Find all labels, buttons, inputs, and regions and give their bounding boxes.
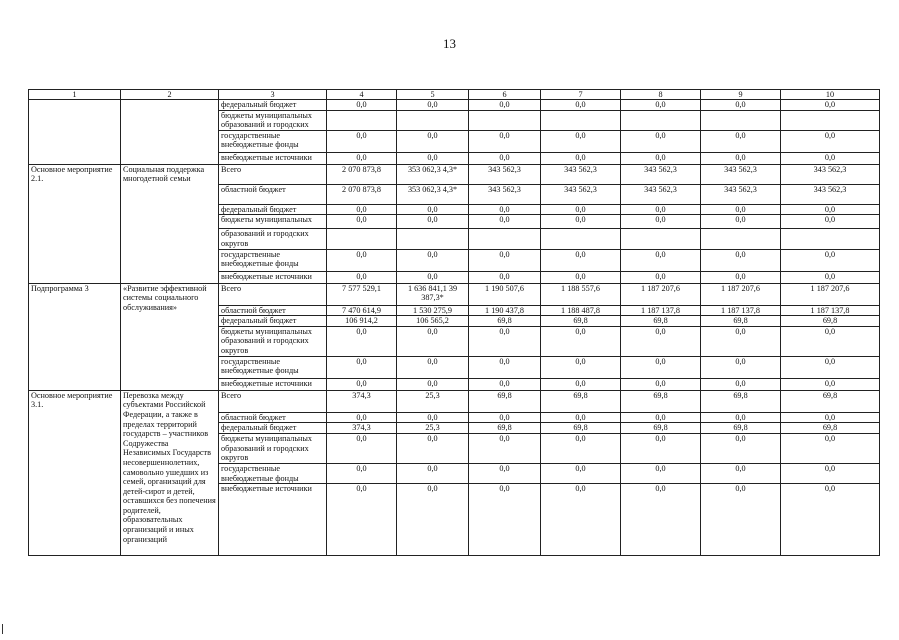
header-cell: 2 — [121, 90, 219, 100]
value-cell: 0,0 — [701, 356, 781, 378]
value-cell: 69,8 — [701, 423, 781, 434]
source-cell: областной бюджет — [219, 305, 327, 316]
value-cell: 0,0 — [621, 271, 701, 283]
value-cell: 343 562,3 — [469, 164, 541, 184]
header-cell: 4 — [327, 90, 397, 100]
value-cell: 69,8 — [701, 316, 781, 327]
value-cell — [397, 110, 469, 130]
value-cell: 69,8 — [621, 390, 701, 412]
source-cell: федеральный бюджет — [219, 316, 327, 327]
header-cell: 6 — [469, 90, 541, 100]
value-cell: 1 188 487,8 — [541, 305, 621, 316]
value-cell: 343 562,3 — [621, 184, 701, 204]
value-cell: 0,0 — [701, 378, 781, 390]
value-cell: 0,0 — [541, 326, 621, 356]
source-cell: государственные внебюджетные фонды — [219, 249, 327, 271]
value-cell: 0,0 — [621, 433, 701, 463]
value-cell: 0,0 — [541, 433, 621, 463]
value-cell: 0,0 — [327, 326, 397, 356]
value-cell: 0,0 — [469, 271, 541, 283]
value-cell: 0,0 — [469, 378, 541, 390]
value-cell: 69,8 — [781, 423, 880, 434]
value-cell: 0,0 — [781, 326, 880, 356]
value-cell: 0,0 — [781, 271, 880, 283]
value-cell: 0,0 — [781, 356, 880, 378]
source-cell: внебюджетные источники — [219, 152, 327, 164]
value-cell: 343 562,3 — [469, 184, 541, 204]
value-cell: 0,0 — [469, 484, 541, 556]
value-cell: 0,0 — [397, 249, 469, 271]
value-cell: 0,0 — [781, 412, 880, 423]
value-cell: 0,0 — [701, 100, 781, 111]
value-cell: 0,0 — [327, 433, 397, 463]
source-cell: внебюджетные источники — [219, 484, 327, 556]
value-cell: 69,8 — [469, 390, 541, 412]
value-cell: 1 187 207,6 — [621, 283, 701, 305]
header-cell: 1 — [29, 90, 121, 100]
header-cell: 9 — [701, 90, 781, 100]
value-cell: 0,0 — [327, 378, 397, 390]
program-cell: Основное мероприятие 2.1. — [29, 164, 121, 283]
value-cell: 0,0 — [781, 100, 880, 111]
source-cell: областной бюджет — [219, 184, 327, 204]
program-cell: Основное мероприятие 3.1. — [29, 390, 121, 555]
value-cell — [701, 229, 781, 249]
value-cell: 69,8 — [541, 316, 621, 327]
value-cell: 69,8 — [469, 423, 541, 434]
source-cell: бюджеты муниципальных образований и городских округов — [219, 433, 327, 463]
value-cell: 0,0 — [701, 130, 781, 152]
value-cell: 0,0 — [397, 130, 469, 152]
value-cell: 0,0 — [397, 463, 469, 483]
value-cell — [469, 110, 541, 130]
value-cell: 343 562,3 — [541, 164, 621, 184]
value-cell: 69,8 — [469, 316, 541, 327]
value-cell: 0,0 — [469, 463, 541, 483]
value-cell: 0,0 — [621, 215, 701, 229]
header-cell: 10 — [781, 90, 880, 100]
value-cell: 0,0 — [327, 152, 397, 164]
value-cell: 69,8 — [781, 316, 880, 327]
value-cell: 0,0 — [397, 152, 469, 164]
value-cell: 0,0 — [621, 463, 701, 483]
source-cell: областной бюджет — [219, 412, 327, 423]
value-cell: 1 187 207,6 — [781, 283, 880, 305]
value-cell: 0,0 — [469, 326, 541, 356]
table-row — [29, 100, 880, 111]
source-cell: государственные внебюджетные фонды — [219, 356, 327, 378]
value-cell: 106 565,2 — [397, 316, 469, 327]
value-cell: 0,0 — [397, 484, 469, 556]
value-cell — [781, 110, 880, 130]
title-cell — [121, 100, 219, 165]
value-cell: 374,3 — [327, 390, 397, 412]
value-cell: 0,0 — [327, 412, 397, 423]
value-cell: 69,8 — [701, 390, 781, 412]
value-cell: 0,0 — [701, 433, 781, 463]
value-cell: 0,0 — [397, 356, 469, 378]
value-cell: 0,0 — [701, 204, 781, 215]
value-cell: 0,0 — [469, 204, 541, 215]
value-cell: 0,0 — [701, 326, 781, 356]
source-cell: государственные внебюджетные фонды — [219, 130, 327, 152]
value-cell: 353 062,3 4,3* — [397, 164, 469, 184]
value-cell: 0,0 — [701, 412, 781, 423]
value-cell: 0,0 — [781, 204, 880, 215]
value-cell: 0,0 — [781, 463, 880, 483]
source-cell: образований и городских округов — [219, 229, 327, 249]
source-cell: государственные внебюджетные фонды — [219, 463, 327, 483]
source-cell: федеральный бюджет — [219, 100, 327, 111]
value-cell: 0,0 — [621, 204, 701, 215]
value-cell — [327, 229, 397, 249]
value-cell: 0,0 — [327, 463, 397, 483]
value-cell: 0,0 — [621, 152, 701, 164]
value-cell: 0,0 — [541, 356, 621, 378]
value-cell: 0,0 — [469, 249, 541, 271]
value-cell: 1 188 557,6 — [541, 283, 621, 305]
value-cell: 0,0 — [327, 130, 397, 152]
value-cell: 1 187 137,8 — [621, 305, 701, 316]
value-cell: 69,8 — [541, 390, 621, 412]
value-cell: 0,0 — [397, 326, 469, 356]
value-cell: 0,0 — [541, 249, 621, 271]
value-cell: 1 190 507,6 — [469, 283, 541, 305]
value-cell: 0,0 — [469, 100, 541, 111]
value-cell: 69,8 — [621, 316, 701, 327]
value-cell: 1 190 437,8 — [469, 305, 541, 316]
value-cell: 0,0 — [397, 433, 469, 463]
value-cell: 0,0 — [621, 356, 701, 378]
value-cell: 0,0 — [781, 130, 880, 152]
value-cell: 0,0 — [701, 152, 781, 164]
value-cell: 374,3 — [327, 423, 397, 434]
value-cell: 69,8 — [781, 390, 880, 412]
value-cell: 0,0 — [541, 412, 621, 423]
value-cell: 0,0 — [781, 433, 880, 463]
value-cell: 2 070 873,8 — [327, 164, 397, 184]
value-cell: 1 187 137,8 — [701, 305, 781, 316]
value-cell — [397, 229, 469, 249]
value-cell: 1 636 841,1 39 387,3* — [397, 283, 469, 305]
value-cell: 7 470 614,9 — [327, 305, 397, 316]
title-cell: Перевозка между субъектами Российской Федерации, а также в пределах территорий государств – участников Содружества Независимых Государств несовершеннолетних, самовольно ушедших из семей, организаций для детей-сирот и детей, оставшихся без попечения родителей, образовательных организаций и иных организаций — [121, 390, 219, 555]
value-cell: 0,0 — [541, 463, 621, 483]
value-cell: 0,0 — [781, 378, 880, 390]
source-cell: Всего — [219, 164, 327, 184]
header-cell: 8 — [621, 90, 701, 100]
table-row — [29, 390, 880, 412]
value-cell: 0,0 — [397, 271, 469, 283]
source-cell: внебюджетные источники — [219, 378, 327, 390]
value-cell: 0,0 — [327, 249, 397, 271]
header-row — [29, 90, 880, 100]
value-cell: 0,0 — [781, 152, 880, 164]
value-cell: 1 530 275,9 — [397, 305, 469, 316]
source-cell: бюджеты муниципальных — [219, 215, 327, 229]
value-cell: 0,0 — [397, 100, 469, 111]
value-cell — [541, 110, 621, 130]
value-cell: 0,0 — [621, 326, 701, 356]
value-cell: 0,0 — [781, 249, 880, 271]
value-cell: 7 577 529,1 — [327, 283, 397, 305]
source-cell: Всего — [219, 390, 327, 412]
value-cell — [781, 229, 880, 249]
value-cell: 0,0 — [621, 249, 701, 271]
source-cell: бюджеты муниципальных образований и городских — [219, 110, 327, 130]
value-cell: 343 562,3 — [621, 164, 701, 184]
value-cell: 343 562,3 — [781, 164, 880, 184]
value-cell: 0,0 — [541, 484, 621, 556]
page-number: 13 — [443, 36, 456, 51]
value-cell: 0,0 — [701, 215, 781, 229]
title-cell: Социальная поддержка многодетной семьи — [121, 164, 219, 283]
value-cell: 0,0 — [621, 484, 701, 556]
value-cell: 0,0 — [781, 215, 880, 229]
header-cell: 5 — [397, 90, 469, 100]
source-cell: Всего — [219, 283, 327, 305]
title-cell: «Развитие эффективной системы социального обслуживания» — [121, 283, 219, 390]
source-cell: бюджеты муниципальных образований и городских округов — [219, 326, 327, 356]
value-cell: 0,0 — [327, 356, 397, 378]
value-cell: 69,8 — [621, 423, 701, 434]
value-cell — [541, 229, 621, 249]
value-cell: 353 062,3 4,3* — [397, 184, 469, 204]
budget-table — [28, 89, 880, 556]
value-cell — [621, 110, 701, 130]
value-cell: 2 070 873,8 — [327, 184, 397, 204]
source-cell: федеральный бюджет — [219, 204, 327, 215]
value-cell: 106 914,2 — [327, 316, 397, 327]
value-cell: 343 562,3 — [701, 184, 781, 204]
value-cell: 0,0 — [621, 100, 701, 111]
value-cell: 1 187 207,6 — [701, 283, 781, 305]
value-cell: 0,0 — [701, 463, 781, 483]
value-cell: 343 562,3 — [541, 184, 621, 204]
value-cell: 0,0 — [397, 204, 469, 215]
value-cell: 343 562,3 — [701, 164, 781, 184]
value-cell: 0,0 — [541, 204, 621, 215]
value-cell: 0,0 — [327, 271, 397, 283]
value-cell: 0,0 — [701, 271, 781, 283]
value-cell: 0,0 — [541, 271, 621, 283]
value-cell — [469, 229, 541, 249]
value-cell: 0,0 — [397, 215, 469, 229]
value-cell: 0,0 — [327, 215, 397, 229]
value-cell: 0,0 — [469, 215, 541, 229]
value-cell: 69,8 — [541, 423, 621, 434]
value-cell: 0,0 — [469, 412, 541, 423]
value-cell: 0,0 — [541, 130, 621, 152]
source-cell: внебюджетные источники — [219, 271, 327, 283]
value-cell: 1 187 137,8 — [781, 305, 880, 316]
value-cell: 0,0 — [397, 378, 469, 390]
value-cell — [327, 110, 397, 130]
value-cell: 0,0 — [327, 100, 397, 111]
value-cell: 0,0 — [469, 356, 541, 378]
value-cell: 0,0 — [541, 100, 621, 111]
header-cell: 7 — [541, 90, 621, 100]
value-cell: 0,0 — [701, 249, 781, 271]
value-cell: 0,0 — [469, 152, 541, 164]
value-cell: 0,0 — [469, 433, 541, 463]
value-cell: 25,3 — [397, 390, 469, 412]
value-cell: 0,0 — [621, 378, 701, 390]
table-row — [29, 283, 880, 305]
program-cell: Подпрограмма 3 — [29, 283, 121, 390]
value-cell: 0,0 — [327, 204, 397, 215]
value-cell: 0,0 — [621, 130, 701, 152]
value-cell: 343 562,3 — [781, 184, 880, 204]
value-cell: 0,0 — [541, 378, 621, 390]
value-cell: 25,3 — [397, 423, 469, 434]
value-cell: 0,0 — [701, 484, 781, 556]
value-cell: 0,0 — [781, 484, 880, 556]
table-row — [29, 164, 880, 184]
table-body — [29, 90, 880, 556]
value-cell — [621, 229, 701, 249]
value-cell: 0,0 — [621, 412, 701, 423]
value-cell: 0,0 — [541, 215, 621, 229]
value-cell: 0,0 — [397, 412, 469, 423]
source-cell: федеральный бюджет — [219, 423, 327, 434]
value-cell: 0,0 — [469, 130, 541, 152]
value-cell — [701, 110, 781, 130]
header-cell: 3 — [219, 90, 327, 100]
program-cell — [29, 100, 121, 165]
value-cell: 0,0 — [327, 484, 397, 556]
value-cell: 0,0 — [541, 152, 621, 164]
margin-mark — [2, 624, 3, 634]
